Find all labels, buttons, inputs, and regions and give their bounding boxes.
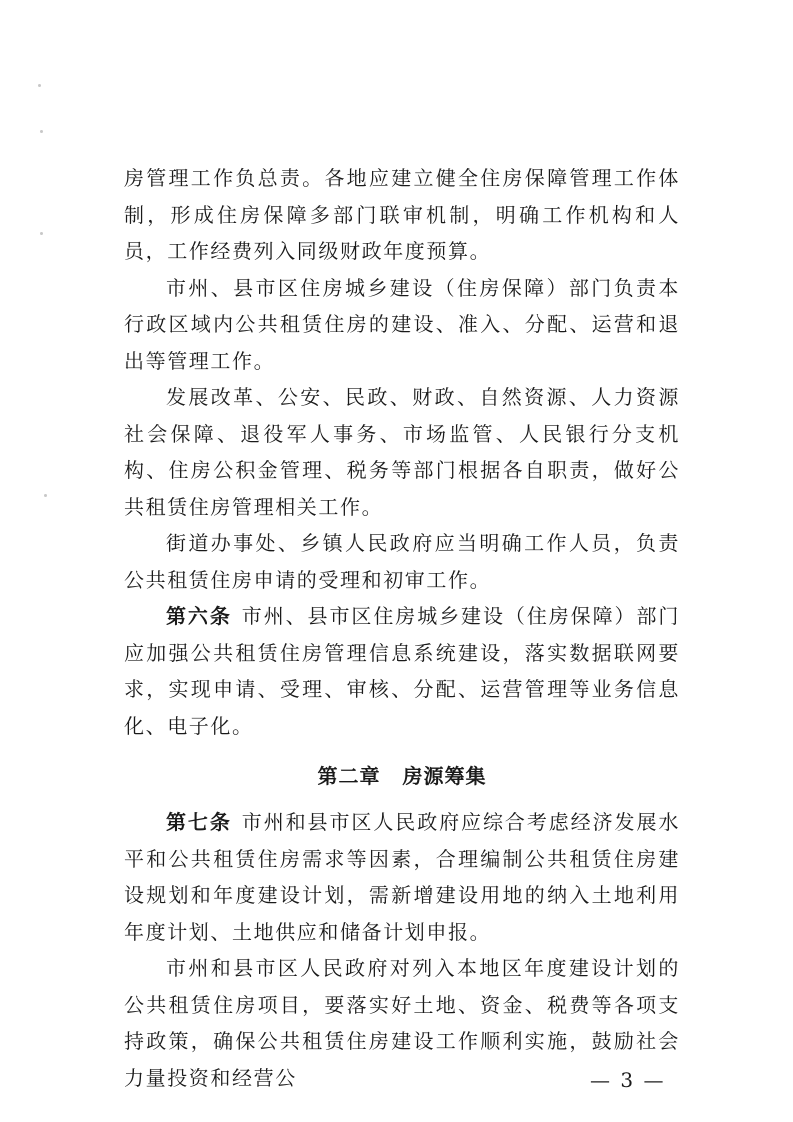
article-text: 市州和县市区人民政府应综合考虑经济发展水平和公共租赁住房需求等因素，合理编制公共租赁住房建设规划和年度建设计划，需新增建设用地的纳入土地利用年度计划、土地供应和储备计划申报。 <box>124 810 680 944</box>
paragraph-continuation: 房管理工作负总责。各地应建立健全住房保障管理工作体制，形成住房保障多部门联审机制，明确工作机构和人员，工作经费列入同级财政年度预算。 <box>124 166 680 263</box>
paragraph-article-7 <box>124 804 680 950</box>
chapter-title: 房源筹集 <box>402 764 487 788</box>
article-number: 第七条 <box>166 810 232 834</box>
paragraph-street-offices: 街道办事处、乡镇人民政府应当明确工作人员，负责公共租赁住房申请的受理和初审工作。 <box>124 531 680 592</box>
article-text: 市州、县市区住房城乡建设（住房保障）部门应加强公共租赁住房管理信息系统建设，落实数据联网要求，实现申请、受理、审核、分配、运营管理等业务信息化、电子化。 <box>124 604 680 738</box>
paragraph-departments: 发展改革、公安、民政、财政、自然资源、人力资源社会保障、退役军人事务、市场监管、人民银行分支机构、住房公积金管理、税务等部门根据各自职责，做好公共租赁住房管理相关工作。 <box>124 385 680 519</box>
article-number: 第六条 <box>166 604 232 628</box>
chapter-heading <box>124 758 680 794</box>
scan-speck <box>38 84 41 87</box>
page-number: — 3 — <box>590 1068 666 1092</box>
scan-speck <box>44 494 47 497</box>
document-body <box>124 160 680 1096</box>
chapter-number: 第二章 <box>317 764 381 788</box>
paragraph-policy-support: 市州和县市区人民政府对列入本地区年度建设计划的公共租赁住房项目，要落实好土地、资金、税费等各项支持政策，确保公共租赁住房建设工作顺利实施，鼓励社会力量投资和经营公 <box>124 956 680 1090</box>
paragraph-housing-department: 市州、县市区住房城乡建设（住房保障）部门负责本行政区域内公共租赁住房的建设、准入、分配、运营和退出等管理工作。 <box>124 275 680 373</box>
scan-speck <box>40 232 43 235</box>
paragraph-article-6 <box>124 598 680 744</box>
scan-speck <box>40 130 43 133</box>
